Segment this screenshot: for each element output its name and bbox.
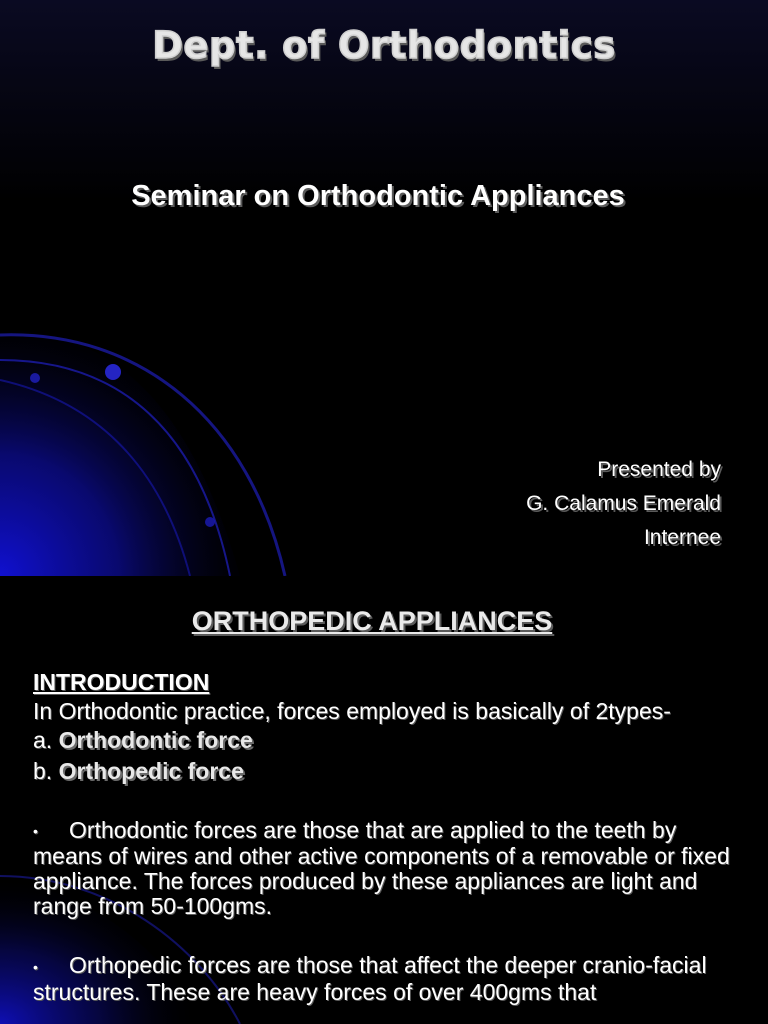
force-prefix: b. bbox=[33, 758, 53, 784]
force-name: Orthopedic force bbox=[58, 758, 244, 784]
slide-body bbox=[33, 670, 733, 1005]
slide-heading: ORTHOPEDIC APPLIANCES bbox=[191, 606, 553, 636]
presenter-name: G. Calamus Emerald bbox=[526, 492, 721, 515]
bullet-icon: • bbox=[33, 958, 38, 975]
presenter-role: Internee bbox=[643, 526, 721, 549]
force-name: Orthodontic force bbox=[58, 727, 253, 753]
slide-orthopedic-appliances bbox=[0, 576, 768, 1024]
force-item-a bbox=[33, 728, 733, 753]
force-item-b bbox=[33, 759, 733, 784]
bullet-text: Orthopedic forces are those that affect the deeper cranio-facial structures. These are heavy forces of over 400gms that bbox=[33, 952, 707, 1005]
introduction-label: INTRODUCTION bbox=[33, 669, 210, 695]
seminar-title: Seminar on Orthodontic Appliances bbox=[131, 180, 625, 212]
bullet-text: Orthodontic forces are those that are applied to the teeth by means of wires and other active components of a removable or fixed appliance. The forces produced by these appliances are light and range from 50-100gms. bbox=[33, 817, 730, 920]
introduction-text: In Orthodontic practice, forces employed is basically of 2types- bbox=[33, 698, 671, 724]
bullet-paragraph bbox=[33, 818, 733, 919]
department-title: Dept. of Orthodontics bbox=[152, 24, 616, 67]
force-prefix: a. bbox=[33, 727, 53, 753]
presenter-line: Presented by bbox=[597, 458, 721, 481]
presenter-block bbox=[526, 453, 721, 555]
bullet-paragraph bbox=[33, 953, 733, 1004]
bullet-icon: • bbox=[33, 823, 38, 840]
